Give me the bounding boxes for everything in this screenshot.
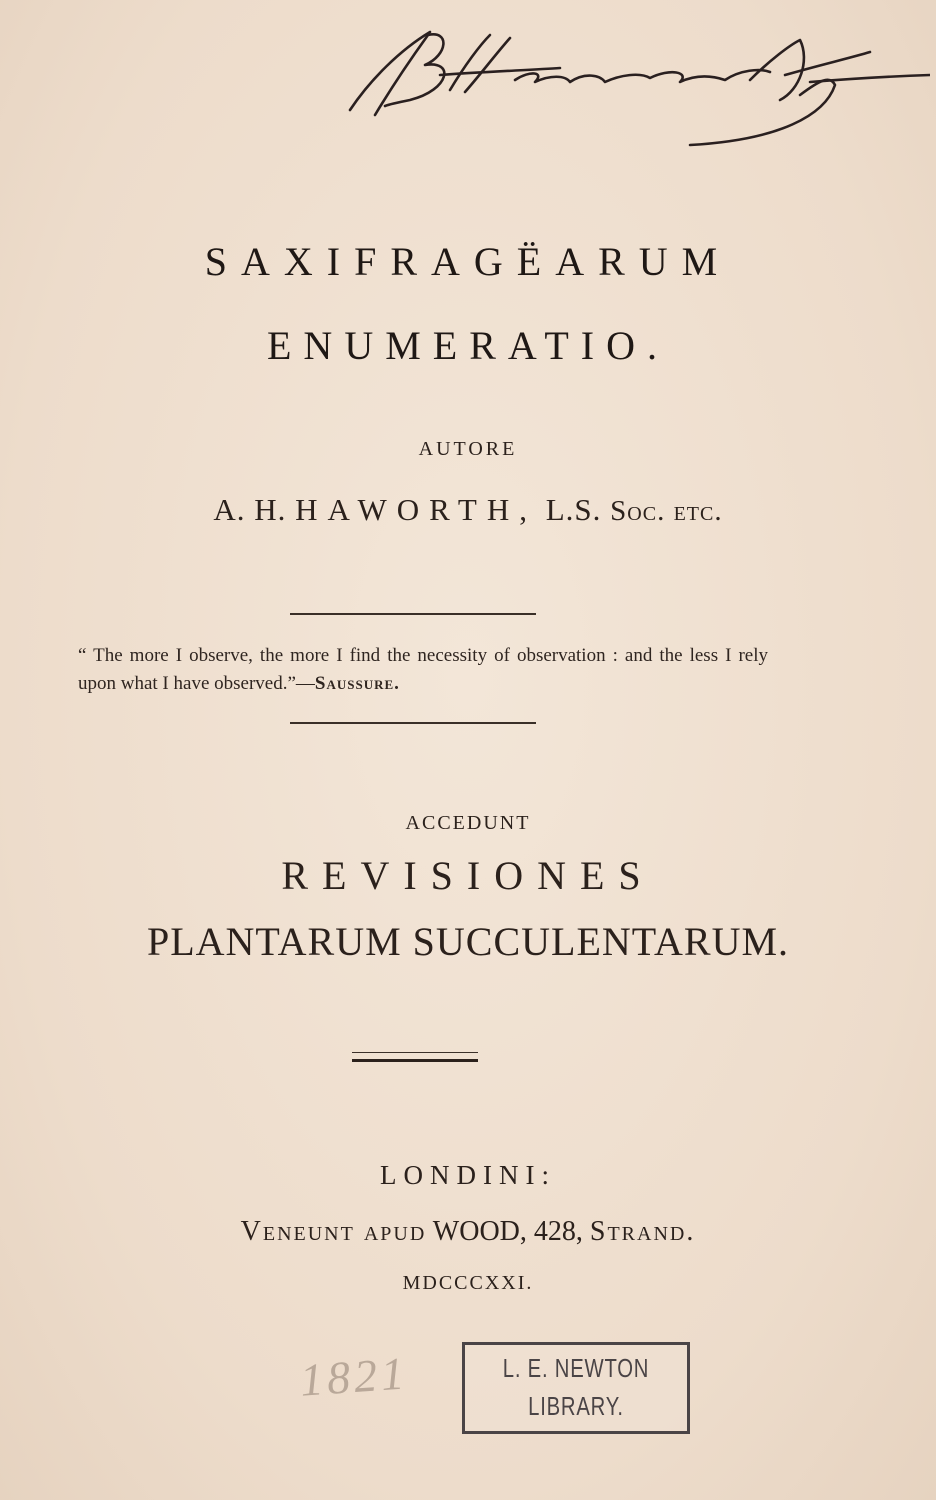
title-line-1: SAXIFRAGËARUM	[204, 239, 732, 284]
stamp-line-2: LIBRARY.	[528, 1391, 624, 1421]
imprint-line	[0, 1216, 936, 1248]
author-surname: HAWORTH,	[295, 492, 537, 527]
title-line-2: ENUMERATIO.	[267, 323, 669, 368]
author-line	[0, 492, 936, 528]
divider-rule-top	[290, 613, 536, 615]
imprint-date: MDCCCXXI.	[402, 1272, 534, 1294]
imprint-veneunt: Veneunt apud	[240, 1216, 427, 1247]
imprint-street: Strand.	[589, 1216, 696, 1247]
quote-attribution: Saussure.	[314, 673, 400, 694]
quote-text: “ The more I observe, the more I find the necessity of observation : and the less I rely upon what I have observed.”—	[78, 645, 768, 694]
subtitle-line-1: REVISIONES	[281, 853, 655, 898]
handwritten-signature	[330, 20, 930, 160]
accedunt-label: ACCEDUNT	[405, 812, 531, 834]
epigraph-quote	[78, 642, 768, 698]
author-ls: L.S.	[545, 492, 602, 527]
author-soc: Soc. etc.	[610, 495, 723, 527]
library-stamp	[462, 1342, 690, 1434]
autore-label: AUTORE	[418, 438, 518, 460]
double-rule-ornament	[352, 1052, 478, 1062]
imprint-publisher: WOOD, 428,	[432, 1216, 583, 1247]
divider-rule-bottom	[290, 722, 536, 724]
author-initials: A. H.	[213, 492, 287, 527]
pencil-date-note: 1821	[298, 1347, 410, 1406]
imprint-place: LONDINI:	[380, 1160, 556, 1190]
stamp-line-1: L. E. NEWTON	[502, 1353, 650, 1383]
subtitle-line-2: PLANTARUM SUCCULENTARUM.	[146, 919, 790, 964]
